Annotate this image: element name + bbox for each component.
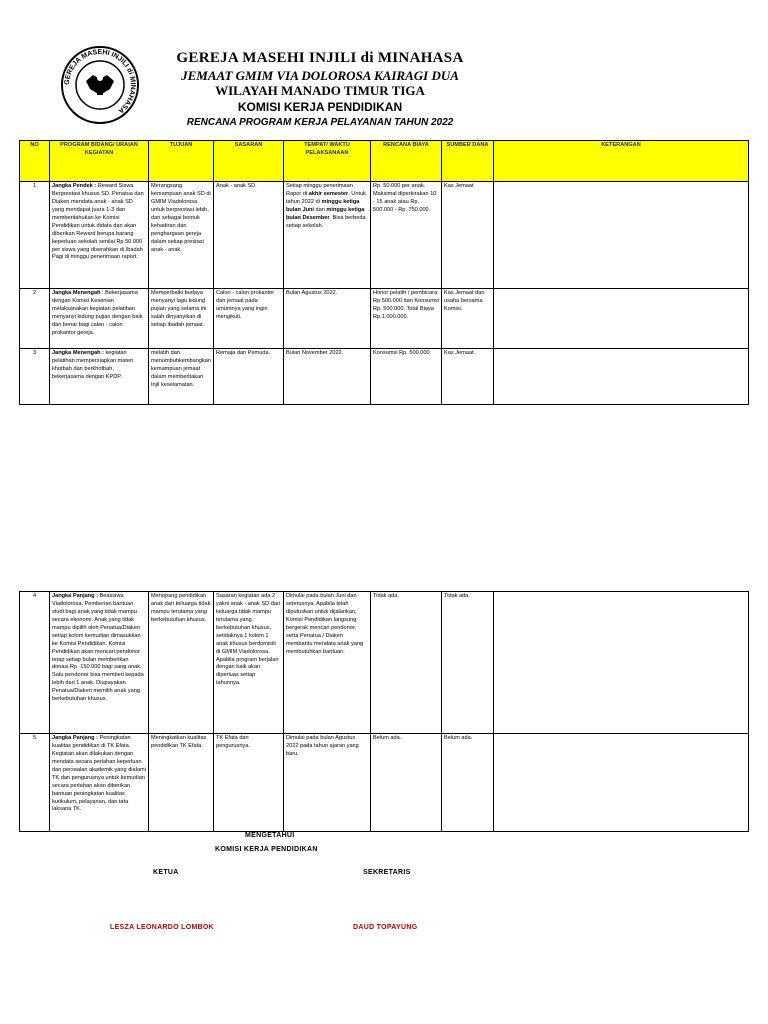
row-tempat: Setiap minggu penerimaan Rapor di akhir semester. Untuk tahun 2022 di minggu ketiga bulan Juni dan minggu ketiga bulan Desember. Bisa berbeda setiap sekolah.: [284, 182, 371, 289]
col-header-keterangan: KETERANGAN: [494, 141, 749, 182]
row-tempat: Dimulai pada bulan Agustus 2022 pada tahun ajaran yang baru.: [284, 734, 371, 832]
row-sasaran: Anak - anak SD.: [214, 182, 284, 289]
chair-name: LESZA LEONARDO LOMBOK: [110, 924, 215, 931]
secretary-name: DAUD TOPAYUNG: [353, 924, 418, 931]
col-header-program: PROGRAM BIDANG/ URAIAN KEGIATAN: [50, 141, 149, 182]
row-sumber: Kas Jemaat dan usaha bersama Komisi.: [442, 289, 494, 349]
acknowledged-label: MENGETAHUI: [245, 832, 295, 839]
row-no: 5: [20, 734, 50, 832]
row-sumber: Tidak ada.: [442, 592, 494, 734]
row-program: Jangka Menengah : kegiatan pelatihan mempersiapkan materi khotbah dan berkhotbah, bekerjasama dengan KPDP.: [50, 349, 149, 405]
row-keterangan: [494, 734, 749, 832]
table-row: [20, 592, 749, 734]
row-tujuan: Merangsang kemampuan anak SD di GMIM Viadolorosa untuk berprestasi lebih, dan sebagai bentuk kehadiran dan penghargaan gereja dalam setiap prestasi anak - anak.: [149, 182, 214, 289]
row-sumber: Kas Jemaat.: [442, 349, 494, 405]
row-sumber: Belum ada.: [442, 734, 494, 832]
row-biaya: Rp. 50.000 per anak. Maksimal diperkirakan 10 - 15 anak atau Rp. 500.000 - Rp. 750.000.: [371, 182, 442, 289]
col-header-sasaran: SASARAN: [214, 141, 284, 182]
row-no: 2: [20, 289, 50, 349]
church-name: GEREJA MASEHI INJILI di MINAHASA: [176, 50, 464, 66]
church-logo: [60, 45, 140, 125]
chair-title: KETUA: [153, 869, 179, 876]
table-row: [20, 349, 749, 405]
row-no: 3: [20, 349, 50, 405]
row-sumber: Kas Jemaat: [442, 182, 494, 289]
row-sasaran: TK Efata dan pengurusnya.: [214, 734, 284, 832]
row-tujuan: melatih dan menumbuhkembangkan kemampuan jemaat dalam memberitakan Injil keselamatan.: [149, 349, 214, 405]
row-no: 4: [20, 592, 50, 734]
row-sasaran: Calon - calon prokantor dan jemaat pada umumnya yang ingin mengikuti.: [214, 289, 284, 349]
row-tempat: Bulan November 2022.: [284, 349, 371, 405]
row-sasaran: Remaja dan Pemuda.: [214, 349, 284, 405]
row-biaya: Honor pelatih / pembicara: Rp.500.000 dan Konsumsi Rp. 500.000. Total Biaya Rp.1.000.000.: [371, 289, 442, 349]
row-keterangan: [494, 289, 749, 349]
row-sasaran: Sasaran kegiatan ada 2 yakni anak - anak SD dari keluarga tidak mampu terutama yang berkebutuhan khusus, setidaknya 1 kolom 1 anak khusus berdomisili di GMIM Viadolorosa. Apabila program berjalan dengan baik akan diperluas setiap tahunnya.: [214, 592, 284, 734]
row-tempat: Dimulai pada bulan Juni dan seterusnya. Apabila telah diputuskan untuk dijalankan, Komisi Pendidikan langsung bergerak mencari pendonor, serta Penatua / Diaken membantu mendata anak yang membutuhkan bantuan.: [284, 592, 371, 734]
table-row: [20, 182, 749, 289]
col-header-sumber: SUMBER DANA: [442, 141, 494, 182]
row-tujuan: Menopang pendidikan anak dari keluarga tidak mampu terutama yang berkebutuhan khusus.: [149, 592, 214, 734]
svg-text:GEREJA MASEHI INJILI di MINAHA: GEREJA MASEHI INJILI di MINAHASA: [63, 48, 137, 115]
row-biaya: Tidak ada.: [371, 592, 442, 734]
commission-signature-label: KOMISI KERJA PENDIDIKAN: [215, 846, 318, 853]
row-program: Jangka Panjang : Peningkatan kualitas pendidikan di TK Efata. Kegiatan akan dilakukan dengan mendata secara perlahan keperluan dan persoalan akademik yang dialami TK dan pengurusnya untuk kemudian secara perlahan akan diberikan bantuan peningkatan kualitas kurikulum, pelayanan, dan tata laksana TK.: [50, 734, 149, 832]
col-header-tujuan: TUJUAN: [149, 141, 214, 182]
row-tempat: Bulan Agustus 2022.: [284, 289, 371, 349]
row-program: Jangka Menengah : Bekerjasama dengan Komisi Kesenian melaksanakan kegiatan pelatihan menyanyi kidung pujian dengan baik dan benar bagi calon - calon prokantor gereja.: [50, 289, 149, 349]
row-tujuan: Memperbaiki budaya menyanyi lagu kidung pujian yang selama ini salah dinyanyikan di setiap ibadah jemaat.: [149, 289, 214, 349]
row-keterangan: [494, 182, 749, 289]
program-table: [19, 140, 749, 405]
table-row: [20, 734, 749, 832]
congregation-name: JEMAAT GMIM VIA DOLOROSA KAIRAGI DUA: [181, 68, 459, 83]
commission-name: KOMISI KERJA PENDIDIKAN: [237, 100, 403, 114]
row-program: Jangka Pendek : Reward Siswa Berprestasi khusus SD. Penatua dan Diaken mendata anak - anak SD yang mendapat juara 1-3 dan memberitahukan ke Komisi Pendidikan untuk didata dan akan diberikan Reward berupa barang keperluan sekolah senilai Rp.50.000 per siswa yang diserahkan di Ibadah Pagi di minggu penerimaan raport.: [50, 182, 149, 289]
col-header-biaya: RENCANA BIAYA: [371, 141, 442, 182]
table-header-row: [20, 141, 749, 182]
col-header-tempat: TEMPAT/ WAKTU PELAKSANAAN: [284, 141, 371, 182]
row-keterangan: [494, 349, 749, 405]
table-row: [20, 289, 749, 349]
row-program: Jangka Panjang : Beasiswa Viadolorosa. Pemberian bantuan studi bagi anak yang tidak mampu secara ekonomi. Anak yang tidak mampu dipilih oleh Penatua/Diaken setiap kolom kemudian dimasukkan ke Komisi Pendidikan. Komisi Pendidikan akan mencari pendonor tetap setiap bulan memberikan donasi Rp. 150.000 bagi sang anak. Satu pendonor bisa memberi kepada lebih dari 1 anak. Diupayakan Penatua/Diaken memilih anak yang berkebutuhan khusus.: [50, 592, 149, 734]
row-biaya: Konsumsi Rp. 500.000.: [371, 349, 442, 405]
row-tujuan: Meningkatkan kualitas pendidikan TK Efata.: [149, 734, 214, 832]
row-biaya: Belum ada.: [371, 734, 442, 832]
col-header-no: NO: [20, 141, 50, 182]
region-name: WILAYAH MANADO TIMUR TIGA: [215, 83, 425, 98]
program-table-continued: [19, 591, 749, 832]
secretary-title: SEKRETARIS: [363, 869, 411, 876]
row-keterangan: [494, 592, 749, 734]
row-no: 1: [20, 182, 50, 289]
plan-title: RENCANA PROGRAM KERJA PELAYANAN TAHUN 2022: [186, 117, 454, 128]
